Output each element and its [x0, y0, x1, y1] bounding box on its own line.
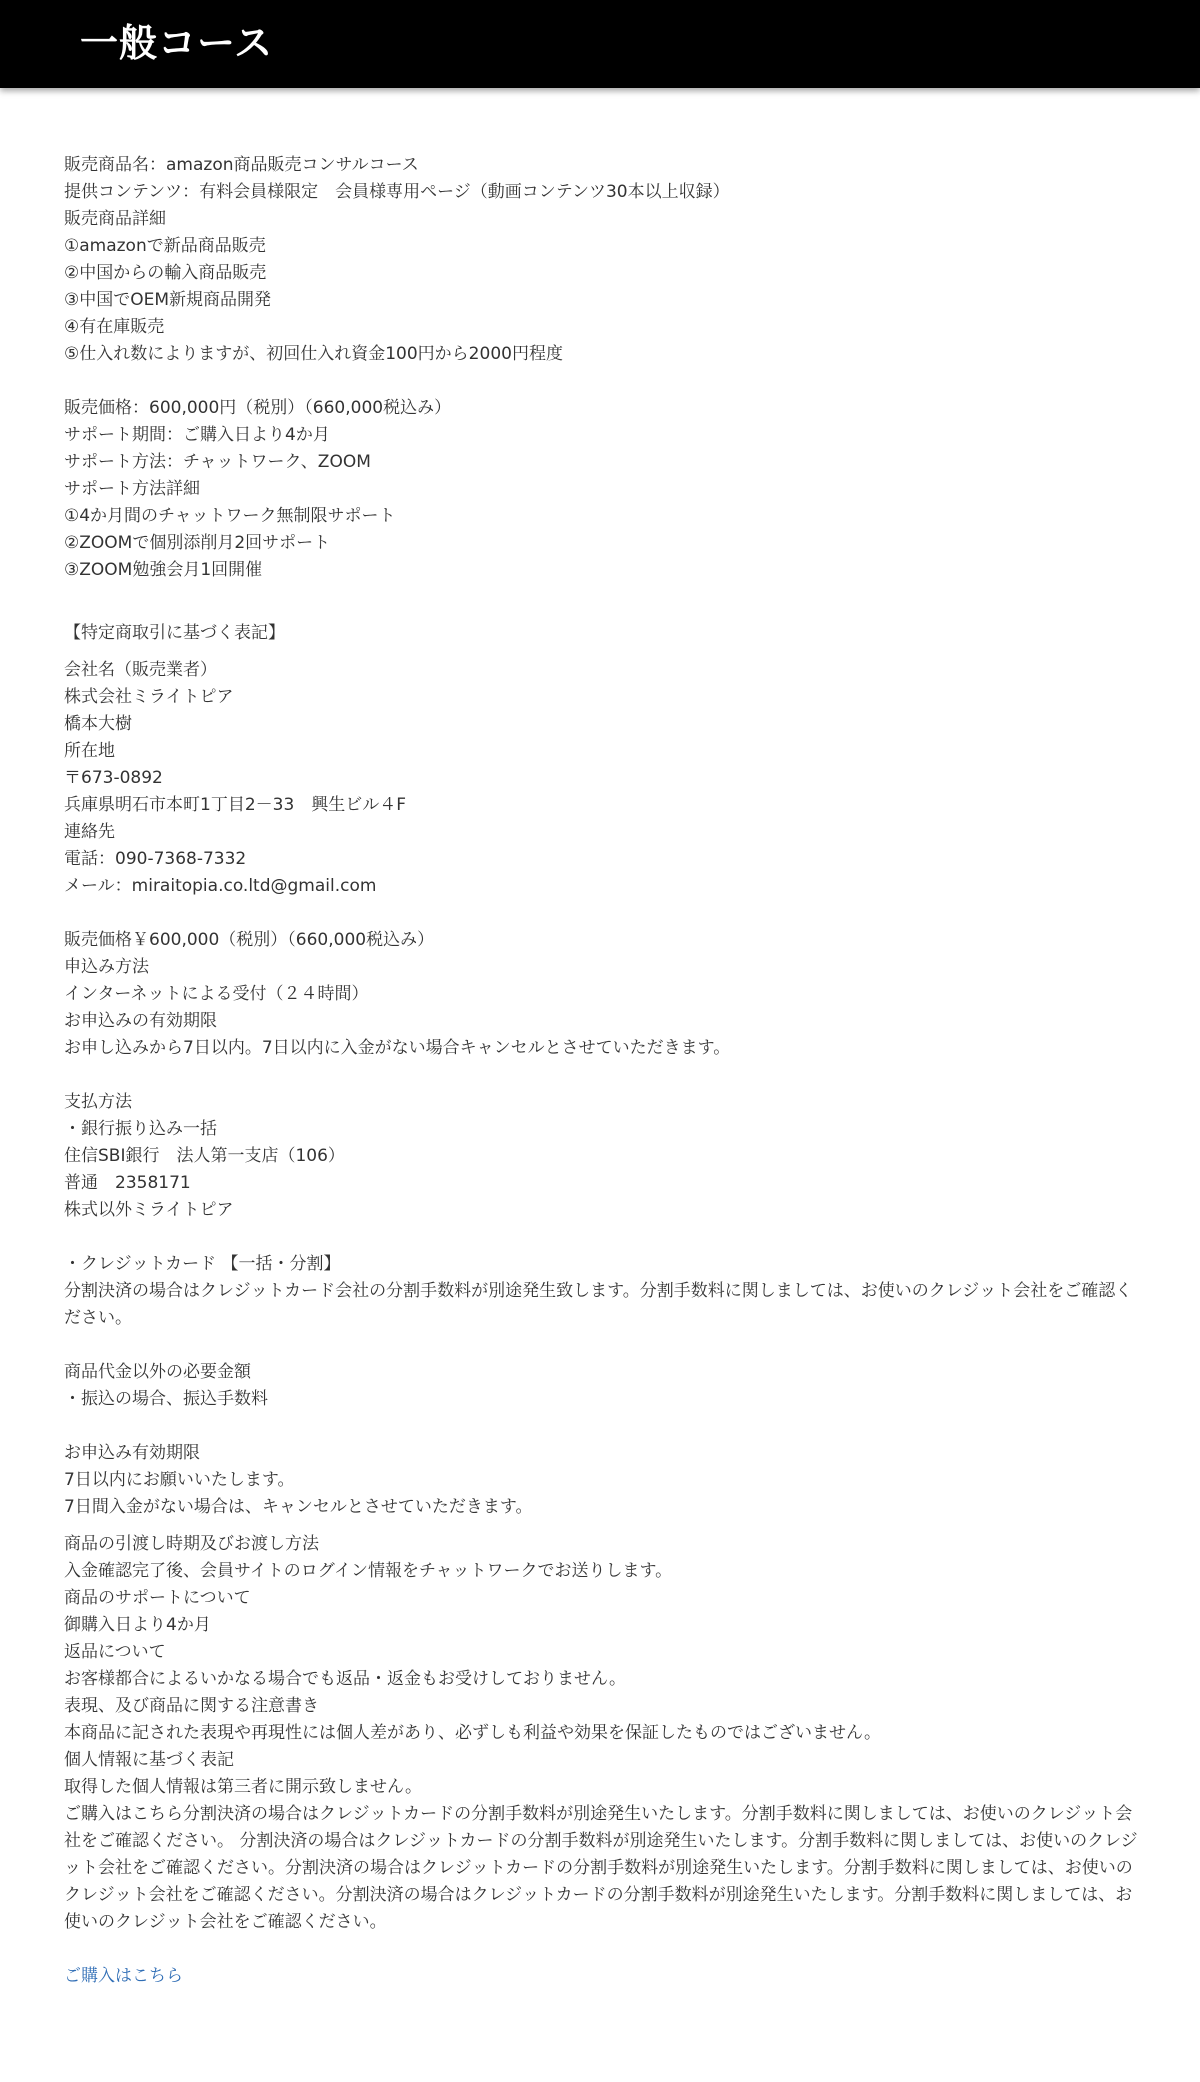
support-detail-item: ①4か月間のチャットワーク無制限サポート [64, 506, 396, 526]
company-section [64, 657, 1140, 900]
product-content-line: 提供コンテンツ：有料会員様限定 会員様専用ページ（動画コンテンツ30本以上収録） [64, 182, 730, 202]
order-method-label: 申込み方法 [64, 957, 149, 977]
privacy-text: 取得した個人情報は第三者に開示致しません。 [64, 1777, 423, 1797]
product-detail-item: ④有在庫販売 [64, 317, 165, 337]
payment-label: 支払方法 [64, 1092, 132, 1112]
credit-section [64, 1251, 1140, 1332]
extra-fees-item: ・振込の場合、振込手数料 [64, 1389, 268, 1409]
bank-name: 住信SBI銀行 法人第一支店（106） [64, 1146, 345, 1166]
legal-heading: 【特定商取引に基づく表記】 [64, 623, 285, 643]
support-detail-item: ③ZOOM勉強会月1回開催 [64, 560, 263, 580]
company-label: 会社名（販売業者） [64, 660, 217, 680]
payment-section [64, 1089, 1140, 1224]
extra-fees-section [64, 1359, 1140, 1413]
validity-section [64, 1440, 1140, 1521]
contact-label: 連絡先 [64, 822, 115, 842]
validity-line: 7日以内にお願いいたします。 [64, 1470, 295, 1490]
returns-policy: お客様都合によるいかなる場合でも返品・返金もお受けしておりません。 [64, 1669, 627, 1689]
delivery-method: 入金確認完了後、会員サイトのログイン情報をチャットワークでお送りします。 [64, 1561, 673, 1581]
returns-label: 返品について [64, 1642, 166, 1662]
order-validity-label: お申込みの有効期限 [64, 1011, 217, 1031]
extra-fees-label: 商品代金以外の必要金額 [64, 1362, 251, 1382]
company-name: 株式会社ミライトピア [64, 687, 234, 707]
email: メール：miraitopia.co.ltd@gmail.com [64, 876, 377, 896]
support-section [64, 395, 1140, 584]
product-name-line: 販売商品名：amazon商品販売コンサルコース [64, 155, 419, 175]
postal-code: 〒673-0892 [64, 768, 163, 788]
support-detail-item: ②ZOOMで個別添削月2回サポート [64, 533, 331, 553]
order-method: インターネットによる受付（２４時間） [64, 984, 369, 1004]
delivery-section [64, 1531, 1140, 1936]
product-detail-item: ⑤仕入れ数によりますが、初回仕入れ資金100円から2000円程度 [64, 344, 563, 364]
support-period-line: サポート期間：ご購入日より4か月 [64, 425, 330, 445]
representative-name: 橋本大樹 [64, 714, 132, 734]
credit-card-title: ・クレジットカード 【一括・分割】 [64, 1254, 341, 1274]
order-price-line: 販売価格￥600,000（税別）（660,000税込み） [64, 930, 435, 950]
product-support-period: 御購入日より4か月 [64, 1615, 211, 1635]
page-header [0, 0, 1200, 88]
price-line: 販売価格：600,000円（税別）（660,000税込み） [64, 398, 452, 418]
credit-card-note: 分割決済の場合はクレジットカード会社の分割手数料が別途発生致します。分割手数料に関しましては、お使いのクレジット会社をご確認ください。 [64, 1281, 1133, 1328]
validity-line: 7日間入金がない場合は、キャンセルとさせていただきます。 [64, 1497, 533, 1517]
buy-link[interactable]: ご購入はこちら [64, 1966, 183, 1986]
disclaimer-text: 本商品に記された表現や再現性には個人差があり、必ずしも利益や効果を保証したものではございません。 [64, 1723, 882, 1743]
account-number: 普通 2358171 [64, 1173, 191, 1193]
address-label: 所在地 [64, 741, 115, 761]
support-method-line: サポート方法：チャットワーク、ZOOM [64, 452, 371, 472]
product-detail-item: ①amazonで新品商品販売 [64, 236, 266, 256]
delivery-label: 商品の引渡し時期及びお渡し方法 [64, 1534, 319, 1554]
product-detail-item: ③中国でOEM新規商品開発 [64, 290, 272, 310]
privacy-label: 個人情報に基づく表記 [64, 1750, 234, 1770]
product-detail-item: ②中国からの輸入商品販売 [64, 263, 267, 283]
order-validity: お申し込みから7日以内。7日以内に入金がない場合キャンセルとさせていただきます。 [64, 1038, 731, 1058]
support-detail-heading: サポート方法詳細 [64, 479, 200, 499]
validity-label: お申込み有効期限 [64, 1443, 200, 1463]
order-section [64, 927, 1140, 1062]
bank-transfer: ・銀行振り込み一括 [64, 1119, 217, 1139]
product-section [64, 152, 1140, 368]
phone: 電話：090-7368-7332 [64, 849, 247, 869]
page-title: 一般コース [80, 21, 274, 65]
address: 兵庫県明石市本町1丁目2－33 興生ビル４F [64, 795, 407, 815]
product-detail-heading: 販売商品詳細 [64, 209, 166, 229]
disclaimer-label: 表現、及び商品に関する注意書き [64, 1696, 319, 1716]
main-content [64, 152, 1140, 1990]
product-support-label: 商品のサポートについて [64, 1588, 251, 1608]
account-holder: 株式以外ミライトピア [64, 1200, 234, 1220]
installment-paragraph: ご購入はこちら分割決済の場合はクレジットカードの分割手数料が別途発生いたします。分割手数料に関しましては、お使いのクレジット会社をご確認ください。 分割決済の場合はクレジットカードの分割手数料が別途発生いたします。分割手数料に関しましては、お使いのクレジット会社をご確認ください。分割決済の場合はクレジットカードの分割手数料が別途発生いたします。分割手数料に関しましては、お使いのクレジット会社をご確認ください。分割決済の場合はクレジットカードの分割手数料が別途発生いたします。分割手数料に関しましては、お使いのクレジット会社をご確認ください。 [64, 1804, 1138, 1932]
